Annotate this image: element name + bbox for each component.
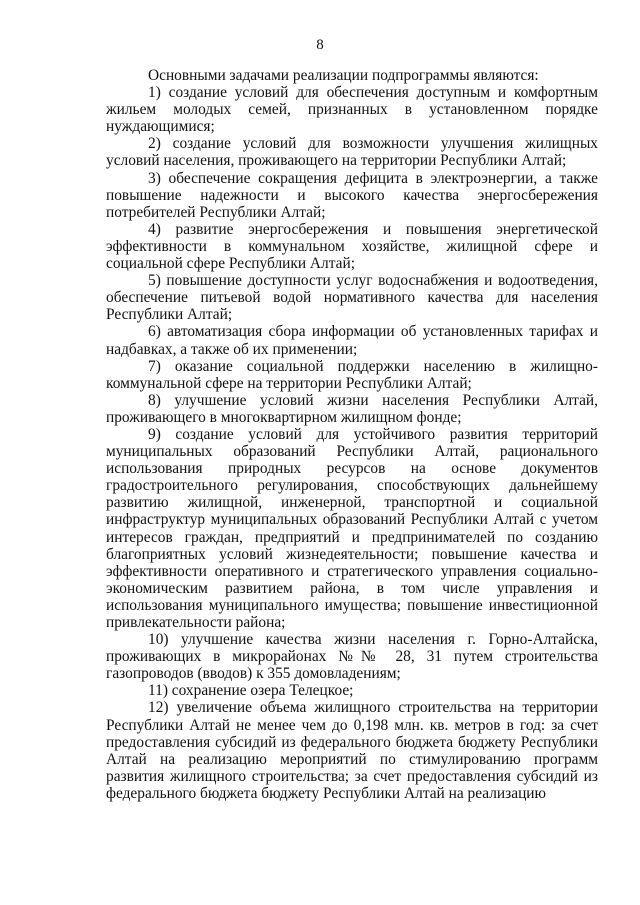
task-item-11: 11) сохранение озера Телецкое; xyxy=(148,682,354,700)
task-item-12: 12) увеличение объема жилищного строительства на территории Республики Алтай не менее чем до 0,198 млн. кв. метров в год: за счет предоставления субсидий из федерального бюджета бюджету Республики Алтай на реализацию мероприятий по стимулированию программ развития жилищного строительства; за счет предоставления субсидий из федерального бюджета бюджету Республики Алтай на реализацию xyxy=(106,699,598,802)
task-item-4: 4) развитие энергосбережения и повышения энергетической эффективности в коммунальном хозяйстве, жилищной сфере и социальной сфере Республики Алтай; xyxy=(106,220,598,273)
task-item-8: 8) улучшение условий жизни населения Республики Алтай, проживающего в многоквартирном жилищном фонде; xyxy=(106,391,598,426)
task-item-10: 10) улучшение качества жизни населения г. Горно-Алтайска, проживающих в микрорайонах №№ 28, 31 путем строительства газопроводов (вводов) к 355 домовладениям; xyxy=(106,631,598,683)
task-item-3: 3) обеспечение сокращения дефицита в электроэнергии, а также повышение надежности и высокого качества энергосбережения потребителей Республики Алтай; xyxy=(106,169,598,221)
task-item-6: 6) автоматизация сбора информации об установленных тарифах и надбавках, а также об их применении; xyxy=(106,323,598,358)
document-body xyxy=(106,67,598,802)
task-item-9: 9) создание условий для устойчивого развития территорий муниципальных образований Республики Алтай, рационального использования природных ресурсов на основе документов градостроительного регулирования, способствующих дальнейшему развитию жилищной, инженерной, транспортной и социальной инфраструктур муниципальных образований Республики Алтай с учетом интересов граждан, предприятий и предпринимателей по созданию благоприятных условий жизнедеятельности; повышение качества и эффективности оперативного и стратегического управления социально-экономическим развитием района, в том числе управления и использования муниципального имущества; повышение инвестиционной привлекательности района; xyxy=(106,425,598,631)
page-number: 8 xyxy=(316,37,324,53)
task-item-5: 5) повышение доступности услуг водоснабжения и водоотведения, обеспечение питьевой водой нормативного качества для населения Республики Алтай; xyxy=(106,272,598,324)
intro-paragraph: Основными задачами реализации подпрограммы являются: xyxy=(148,67,539,84)
task-item-1: 1) создание условий для обеспечения доступным и комфортным жильем молодых семей, признанных в установленном порядке нуждающимися; xyxy=(106,84,598,136)
task-item-7: 7) оказание социальной поддержки населению в жилищно-коммунальной сфере на территории Республики Алтай; xyxy=(106,357,598,392)
task-item-2: 2) создание условий для возможности улучшения жилищных условий населения, проживающего на территории Республики Алтай; xyxy=(106,135,598,170)
